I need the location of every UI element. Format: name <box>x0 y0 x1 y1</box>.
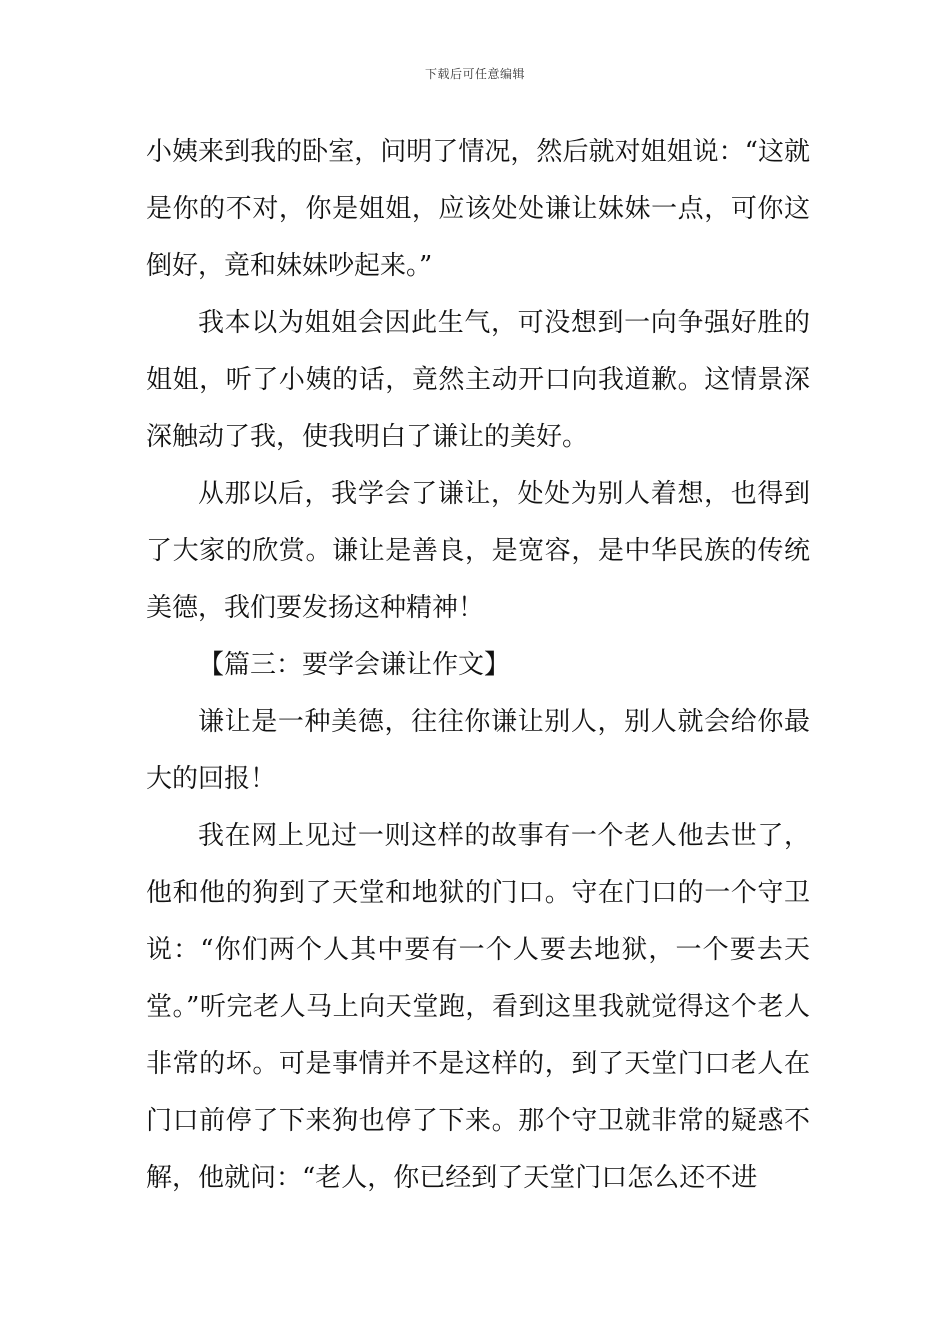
document-body <box>146 124 810 1207</box>
paragraph-5: 我在网上见过一则这样的故事有一个老人他去世了，他和他的狗到了天堂和地狱的门口。守在门口的一个守卫说：“你们两个人其中要有一个人要去地狱，一个要去天堂。”听完老人马上向天堂跑，看到这里我就觉得这个老人非常的坏。可是事情并不是这样的，到了天堂门口老人在门口前停了下来狗也停了下来。那个守卫就非常的疑惑不解，他就问：“老人，你已经到了天堂门口怎么还不进 <box>146 821 810 1193</box>
paragraph-4: 谦让是一种美德，往往你谦让别人，别人就会给你最大的回报！ <box>146 707 810 794</box>
paragraph-3: 从那以后，我学会了谦让，处处为别人着想，也得到了大家的欣赏。谦让是善良，是宽容，是中华民族的传统美德，我们要发扬这种精神！ <box>146 479 810 623</box>
paragraph-2: 我本以为姐姐会因此生气，可没想到一向争强好胜的姐姐，听了小姨的话，竟然主动开口向我道歉。这情景深深触动了我，使我明白了谦让的美好。 <box>146 308 810 452</box>
section-heading: 【篇三：要学会谦让作文】 <box>198 650 511 680</box>
paragraph-1: 小姨来到我的卧室，问明了情况，然后就对姐姐说：“这就是你的不对，你是姐姐，应该处处谦让妹妹一点，可你这倒好，竟和妹妹吵起来。” <box>146 137 810 281</box>
page-header: 下载后可任意编辑 <box>424 67 525 81</box>
